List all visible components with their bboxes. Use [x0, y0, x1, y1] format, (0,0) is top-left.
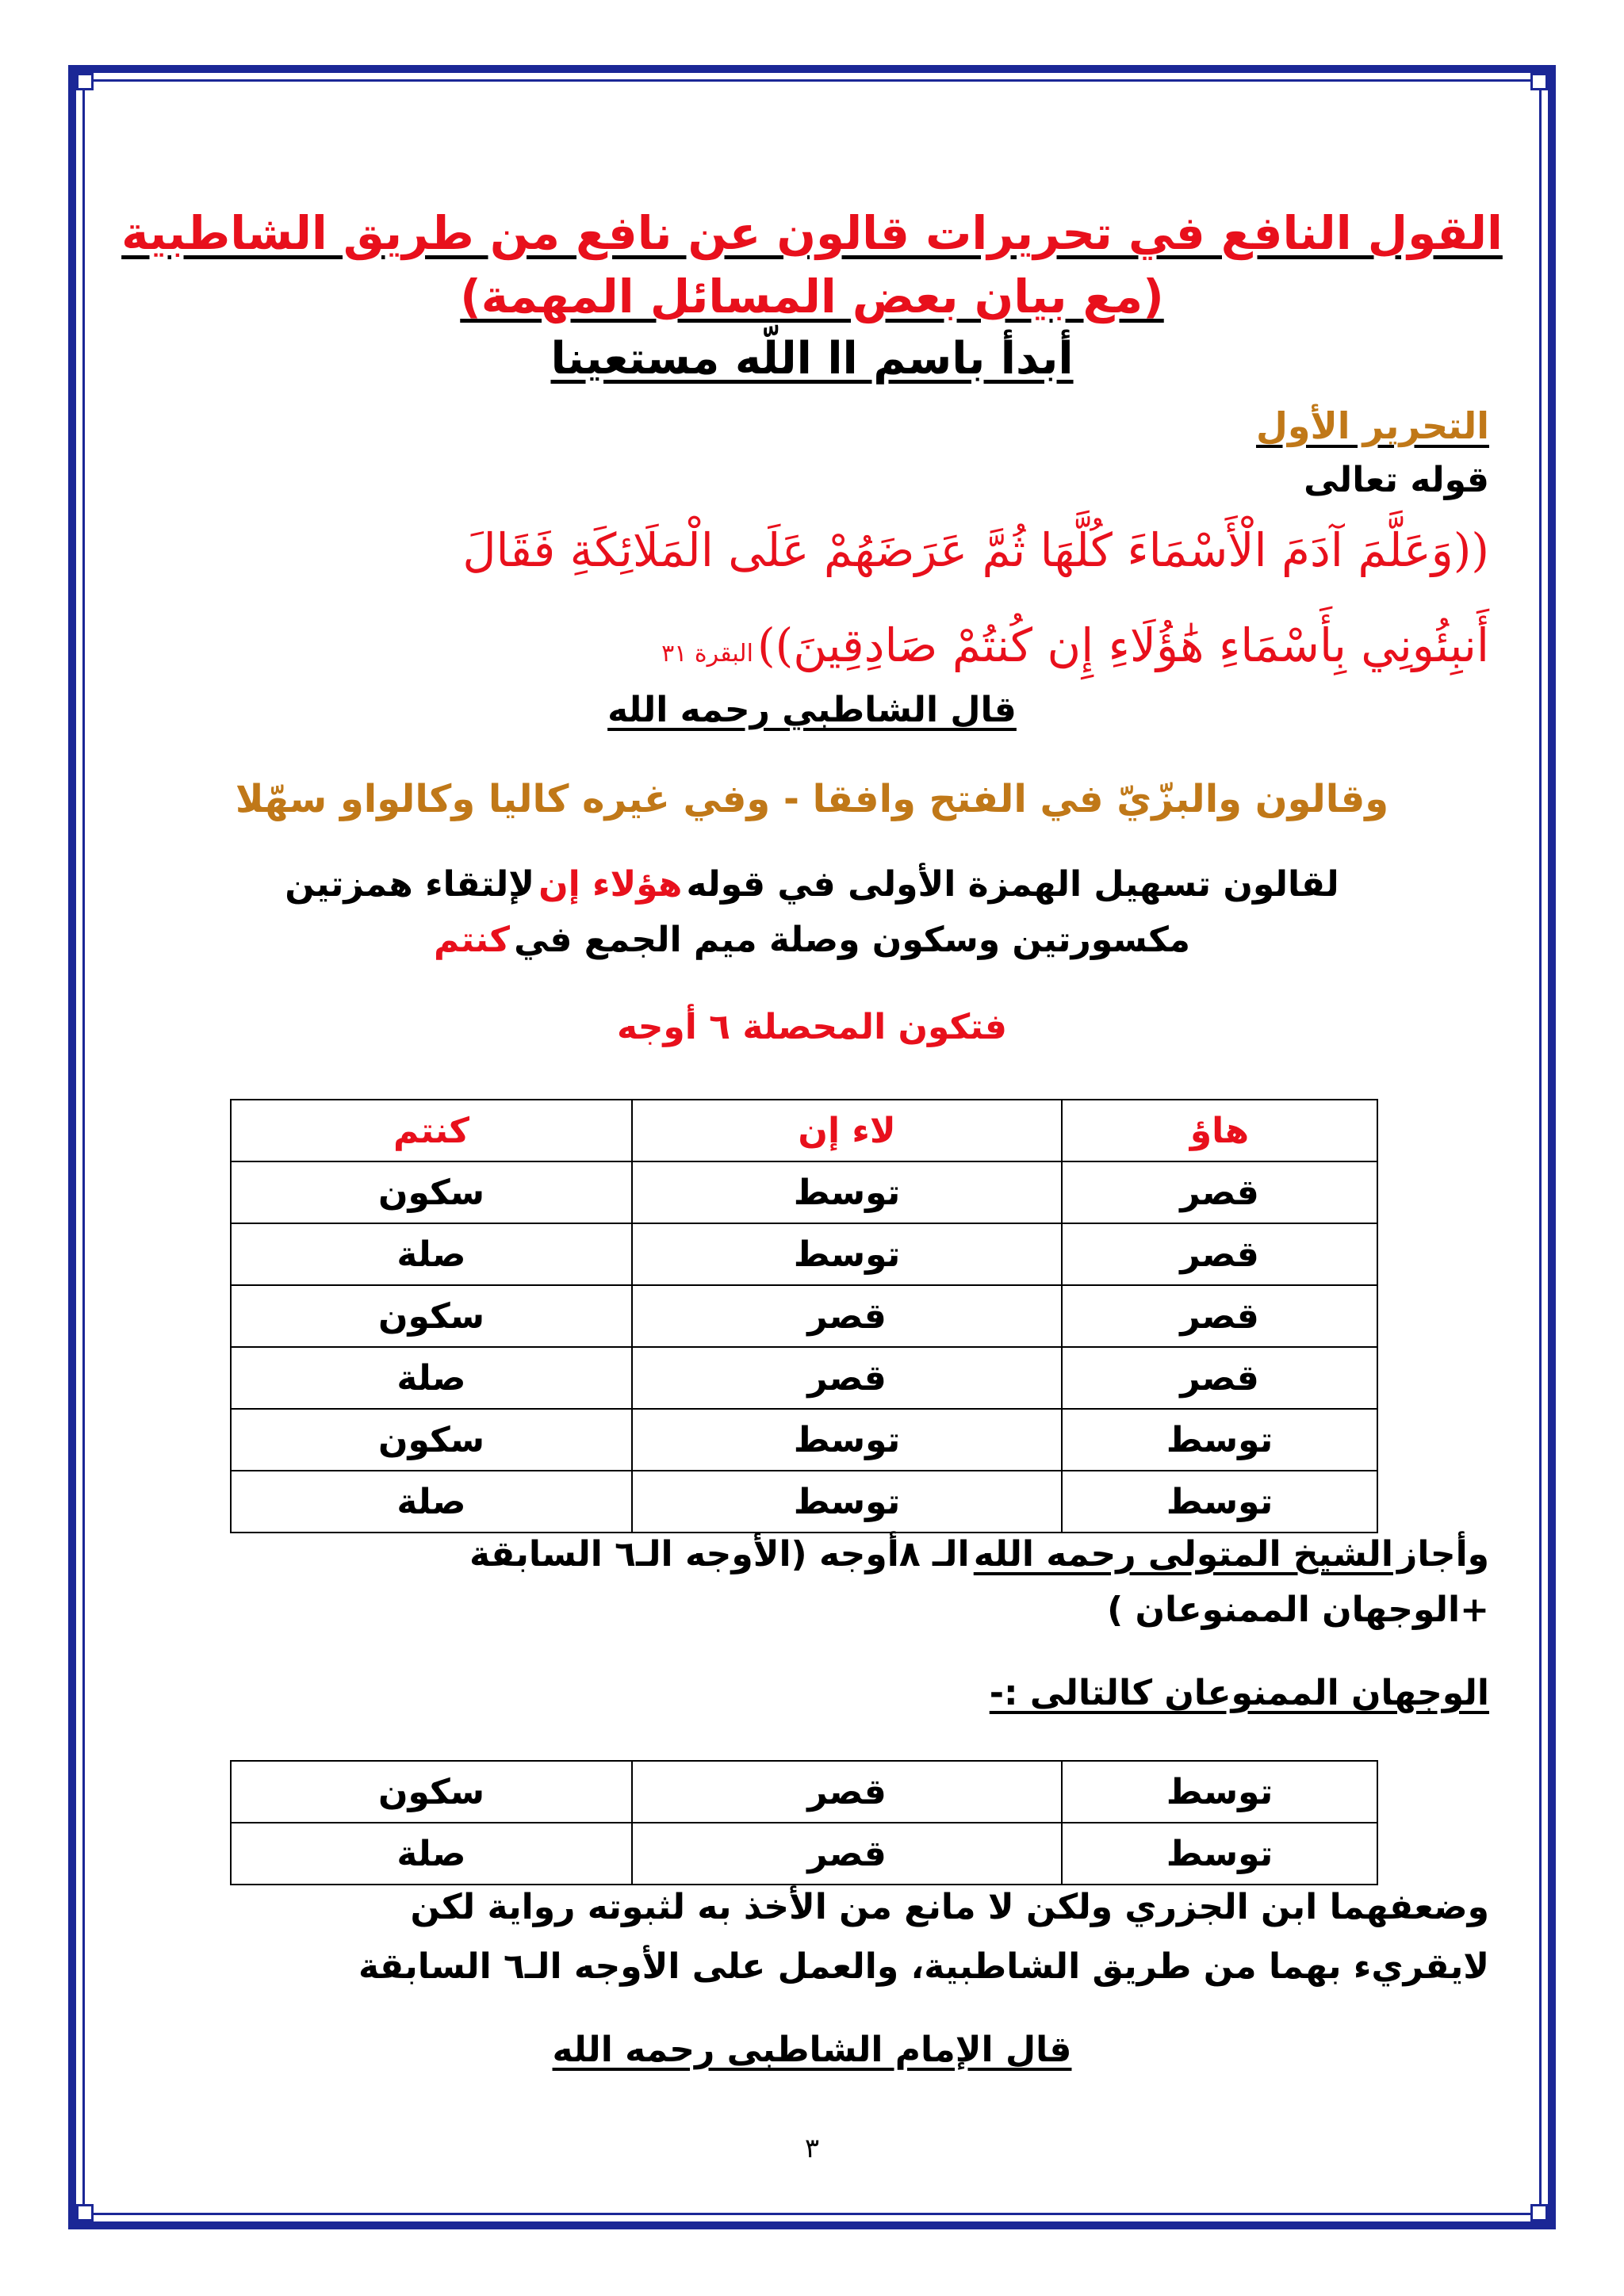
- forbidden-heading: الوجهان الممنوعان كالتالى :-: [989, 1673, 1489, 1713]
- table-cell: سكون: [231, 1409, 632, 1471]
- ijaza-sheikh-name: الشيخ المتولى رحمه الله: [973, 1534, 1393, 1575]
- page-number: ٣: [804, 2133, 820, 2164]
- result-count: فتكون المحصلة ٦ أوجه: [617, 1007, 1007, 1047]
- table-header-cell: كنتم: [231, 1100, 632, 1161]
- table-cell: قصر: [1062, 1161, 1377, 1223]
- table-cell: توسط: [632, 1409, 1062, 1471]
- frame-corner: [1530, 73, 1548, 90]
- frame-corner: [76, 73, 94, 90]
- explanation-line2: مكسورتين وسكون وصلة ميم الجمع في: [514, 920, 1191, 960]
- table-cell: صلة: [231, 1347, 632, 1409]
- table-cell: توسط: [632, 1471, 1062, 1533]
- table-cell: صلة: [231, 1471, 632, 1533]
- table-row: [231, 1761, 1377, 1823]
- opening-basmala: أبدأ باسم اا اللّه مستعينا: [550, 333, 1074, 385]
- table-row: [231, 1161, 1377, 1223]
- table-cell: قصر: [632, 1347, 1062, 1409]
- table-row: [231, 1409, 1377, 1471]
- table-cell: سكون: [231, 1161, 632, 1223]
- table-row: [231, 1823, 1377, 1885]
- table-cell: توسط: [632, 1161, 1062, 1223]
- verse-reference: البقرة ٣١: [661, 640, 753, 668]
- table-cell: صلة: [231, 1823, 632, 1885]
- frame-corner: [76, 2204, 94, 2221]
- verse-intro: قوله تعالى: [1304, 460, 1489, 500]
- table-row: [231, 1285, 1377, 1347]
- table-cell: سكون: [231, 1285, 632, 1347]
- shatibi-label: قال الشاطبي رحمه الله: [607, 690, 1017, 730]
- table-cell: قصر: [632, 1761, 1062, 1823]
- forbidden-readings-table: [230, 1760, 1378, 1885]
- table-cell: توسط: [1062, 1409, 1377, 1471]
- imam-shatibi-label: قال الإمام الشاطبى رحمه الله: [552, 2030, 1072, 2070]
- table-cell: قصر: [1062, 1347, 1377, 1409]
- frame-corner: [1530, 2204, 1548, 2221]
- ijaza-text-b: الـ ٨أوجه (الأوجه الـ٦ السابقة: [469, 1534, 970, 1575]
- table-cell: قصر: [1062, 1223, 1377, 1285]
- table-cell: توسط: [632, 1223, 1062, 1285]
- document-subtitle: (مع بيان بعض المسائل المهمة): [460, 270, 1164, 323]
- table-cell: سكون: [231, 1761, 632, 1823]
- table-header-row: [231, 1100, 1377, 1161]
- readings-table: [230, 1099, 1378, 1533]
- explanation-part1: لقالون تسهيل الهمزة الأولى في قوله: [686, 864, 1339, 905]
- shatibi-poem-verse: وقالون والبزّيّ في الفتح وافقا - وفي غيره كاليا وكالواو سهّلا: [235, 777, 1389, 821]
- explanation-highlight-kuntum: كنتم: [433, 920, 510, 960]
- ijaza-text-a: وأجاز: [1397, 1534, 1489, 1575]
- table-cell: توسط: [1062, 1823, 1377, 1885]
- ijaza-line-2: +الوجهان الممنوعان ): [1107, 1590, 1489, 1630]
- weakness-line-2: لايقريء بهما من طريق الشاطبية، والعمل على الأوجه الـ٦ السابقة: [358, 1946, 1489, 1987]
- table-cell: قصر: [632, 1285, 1062, 1347]
- table-cell: صلة: [231, 1223, 632, 1285]
- section-heading-first: التحرير الأول: [1255, 404, 1489, 447]
- verse-line-1: ((وَعَلَّمَ آدَمَ الْأَسْمَاءَ كُلَّهَا ثُمَّ عَرَضَهُمْ عَلَى الْمَلَائِكَةِ فَقَالَ: [462, 523, 1489, 577]
- explanation-part2: لإلتقاء همزتين: [285, 864, 534, 905]
- weakness-line-1: وضعفهما ابن الجزري ولكن لا مانع من الأخذ به لثبوته رواية لكن: [410, 1887, 1489, 1927]
- table-row: [231, 1471, 1377, 1533]
- table-header-cell: هاؤ: [1062, 1100, 1377, 1161]
- table-row: [231, 1347, 1377, 1409]
- verse-line-2: أَنبِئُونِي بِأَسْمَاءِ هَٰؤُلَاءِ إِن كُنتُمْ صَادِقِينَ)): [757, 618, 1489, 672]
- table-row: [231, 1223, 1377, 1285]
- table-header-cell: لاء إن: [632, 1100, 1062, 1161]
- table-cell: قصر: [632, 1823, 1062, 1885]
- table-cell: توسط: [1062, 1761, 1377, 1823]
- explanation-highlight-haula: هؤلاء إن: [538, 864, 683, 905]
- document-title: القول النافع في تحريرات قالون عن نافع من طريق الشاطبية: [121, 206, 1503, 260]
- table-cell: توسط: [1062, 1471, 1377, 1533]
- table-cell: قصر: [1062, 1285, 1377, 1347]
